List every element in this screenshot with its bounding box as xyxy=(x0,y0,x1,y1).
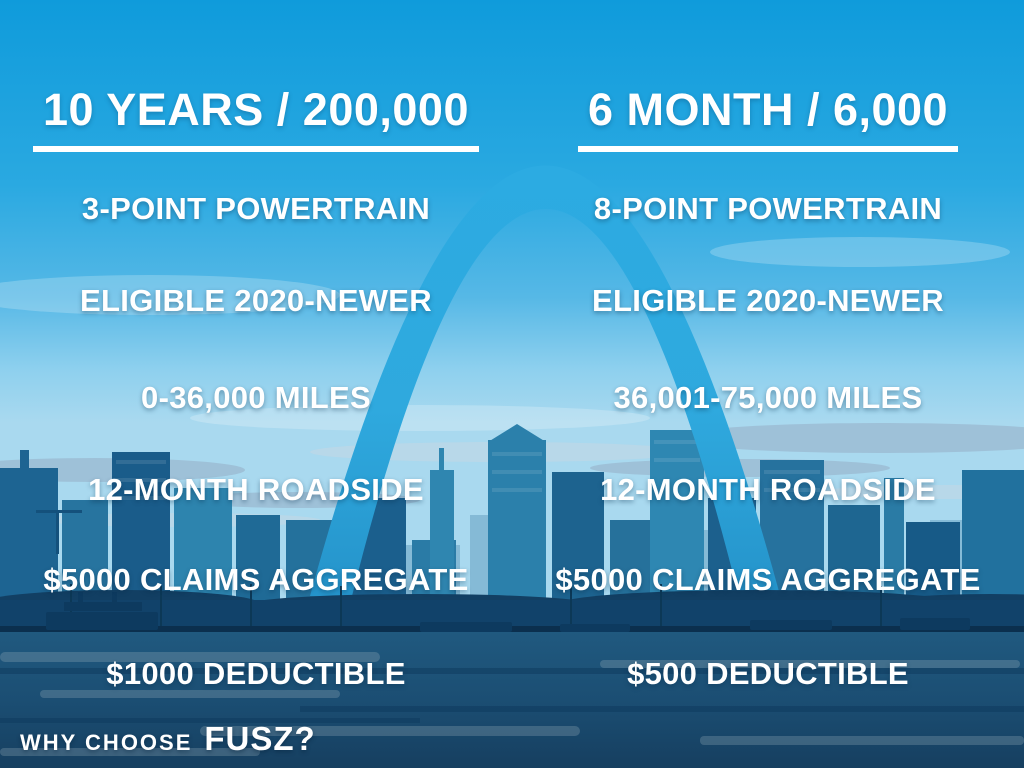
feature-miles-left: 0-36,000 MILES xyxy=(141,380,371,415)
feature-powertrain-right: 8-POINT POWERTRAIN xyxy=(593,191,943,226)
plan-column-6mo xyxy=(512,0,1024,768)
feature-powertrain-left: 3-POINT POWERTRAIN xyxy=(81,191,431,226)
feature-claims-left: $5000 CLAIMS AGGREGATE xyxy=(43,562,469,597)
footer-tagline xyxy=(20,720,316,758)
feature-miles-right: 36,001-75,000 MILES xyxy=(613,380,923,415)
feature-claims-right: $5000 CLAIMS AGGREGATE xyxy=(555,562,981,597)
feature-eligible-right: ELIGIBLE 2020-NEWER xyxy=(592,283,944,318)
feature-roadside-right: 12-MONTH ROADSIDE xyxy=(600,472,936,507)
feature-deductible-left: $1000 DEDUCTIBLE xyxy=(106,656,406,691)
plan-title-10yr: 10 YEARS / 200,000 xyxy=(33,84,479,152)
tagline-prefix: WHY CHOOSE xyxy=(20,730,193,755)
feature-eligible-left: ELIGIBLE 2020-NEWER xyxy=(80,283,432,318)
feature-roadside-left: 12-MONTH ROADSIDE xyxy=(88,472,424,507)
feature-deductible-right: $500 DEDUCTIBLE xyxy=(627,656,909,691)
plan-title-6mo: 6 MONTH / 6,000 xyxy=(578,84,958,152)
brand-name: FUSZ? xyxy=(204,720,316,757)
